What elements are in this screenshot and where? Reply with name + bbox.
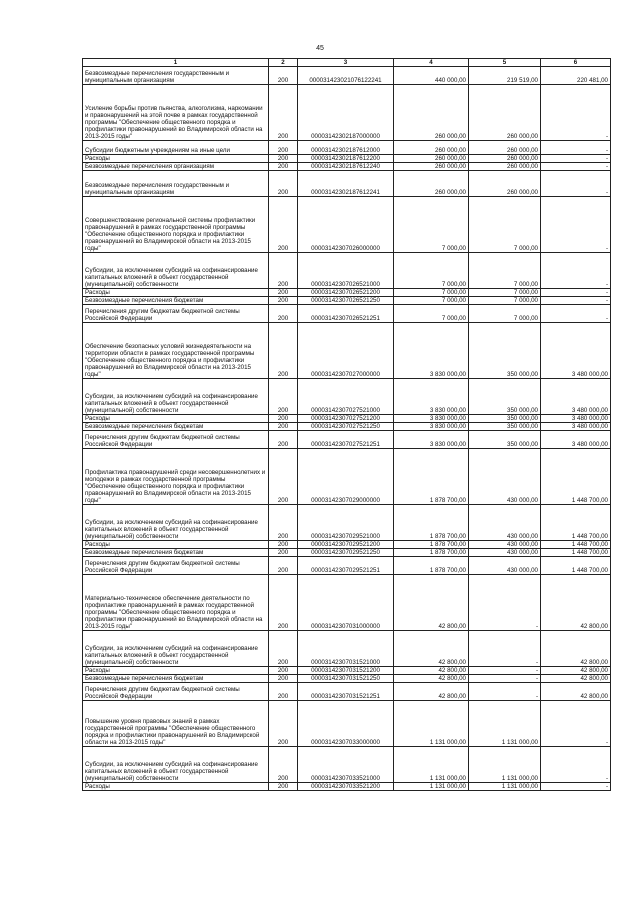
row-classification-cell: 00003142307033521200 — [298, 783, 394, 791]
row-amount-cell: 3 830 000,00 — [394, 423, 469, 431]
row-executed-cell: 430 000,00 — [469, 549, 541, 557]
row-executed-cell: 7 000,00 — [469, 305, 541, 323]
row-classification-cell: 00003142307031521251 — [298, 683, 394, 701]
row-executed-cell: 350 000,00 — [469, 379, 541, 415]
row-remaining-cell: - — [541, 297, 611, 305]
table-row — [83, 557, 611, 575]
row-classification-cell: 00003142307027521251 — [298, 431, 394, 449]
row-code-cell: 200 — [269, 289, 298, 297]
row-remaining-cell: - — [541, 155, 611, 163]
row-amount-cell: 1 131 000,00 — [394, 701, 469, 747]
row-code-cell: 200 — [269, 549, 298, 557]
row-name-cell: Безвозмездные перечисления бюджетам — [83, 549, 269, 557]
table-row — [83, 297, 611, 305]
row-classification-cell: 000031423021076122241 — [298, 67, 394, 85]
row-remaining-cell: - — [541, 747, 611, 783]
row-remaining-cell: 42 800,00 — [541, 683, 611, 701]
row-remaining-cell: 42 800,00 — [541, 631, 611, 667]
table-row — [83, 415, 611, 423]
row-name-cell: Перечисления другим бюджетам бюджетной системы Российской Федерации — [83, 431, 269, 449]
row-remaining-cell: - — [541, 85, 611, 141]
row-remaining-cell: - — [541, 171, 611, 197]
row-name-cell: Субсидии, за исключением субсидий на софинансирование капитальных вложений в объект государственной (муниципальной) собственности — [83, 379, 269, 415]
row-code-cell: 200 — [269, 67, 298, 85]
row-classification-cell: 00003142302187612240 — [298, 163, 394, 171]
row-remaining-cell: - — [541, 701, 611, 747]
row-remaining-cell: 1 448 700,00 — [541, 549, 611, 557]
table-row — [83, 683, 611, 701]
table-row — [83, 289, 611, 297]
row-executed-cell: 260 000,00 — [469, 85, 541, 141]
row-executed-cell: - — [469, 683, 541, 701]
row-executed-cell: 260 000,00 — [469, 163, 541, 171]
row-code-cell: 200 — [269, 747, 298, 783]
row-amount-cell: 3 830 000,00 — [394, 415, 469, 423]
row-name-cell: Перечисления другим бюджетам бюджетной системы Российской Федерации — [83, 305, 269, 323]
row-remaining-cell: 1 448 700,00 — [541, 557, 611, 575]
row-code-cell: 200 — [269, 305, 298, 323]
table-row — [83, 747, 611, 783]
row-code-cell: 200 — [269, 783, 298, 791]
row-amount-cell: 7 000,00 — [394, 297, 469, 305]
row-remaining-cell: 3 480 000,00 — [541, 423, 611, 431]
row-name-cell: Повышение уровня правовых знаний в рамках государственной программы "Обеспечение общественного порядка и профилактики правонарушений во Владимирской области на 2013-2015 годы" — [83, 701, 269, 747]
row-code-cell: 200 — [269, 575, 298, 631]
row-amount-cell: 7 000,00 — [394, 305, 469, 323]
table-row — [83, 675, 611, 683]
row-amount-cell: 1 878 700,00 — [394, 449, 469, 505]
row-code-cell: 200 — [269, 171, 298, 197]
row-remaining-cell: 42 800,00 — [541, 575, 611, 631]
row-remaining-cell: 1 448 700,00 — [541, 505, 611, 541]
row-classification-cell: 00003142307026000000 — [298, 197, 394, 253]
row-amount-cell: 42 800,00 — [394, 683, 469, 701]
row-name-cell: Расходы — [83, 541, 269, 549]
row-remaining-cell: 42 800,00 — [541, 667, 611, 675]
row-amount-cell: 1 878 700,00 — [394, 549, 469, 557]
row-name-cell: Субсидии бюджетным учреждениям на иные цели — [83, 141, 269, 155]
row-amount-cell: 260 000,00 — [394, 85, 469, 141]
row-remaining-cell: - — [541, 197, 611, 253]
row-amount-cell: 42 800,00 — [394, 631, 469, 667]
row-remaining-cell: 1 448 700,00 — [541, 541, 611, 549]
table-row — [83, 423, 611, 431]
row-executed-cell: 260 000,00 — [469, 141, 541, 155]
row-amount-cell: 42 800,00 — [394, 575, 469, 631]
row-name-cell: Обеспечение безопасных условий жизнедеятельности на территории области в рамках государственной программы "Обеспечение общественного порядка и профилактики правонарушений во Владимирской области на 2013-2015 годы" — [83, 323, 269, 379]
row-remaining-cell: 3 480 000,00 — [541, 379, 611, 415]
table-row — [83, 323, 611, 379]
row-code-cell: 200 — [269, 163, 298, 171]
row-name-cell: Безвозмездные перечисления бюджетам — [83, 423, 269, 431]
table-row — [83, 67, 611, 85]
row-classification-cell: 00003142307027000000 — [298, 323, 394, 379]
column-header: 3 — [298, 59, 394, 67]
table-row — [83, 163, 611, 171]
row-name-cell: Субсидии, за исключением субсидий на софинансирование капитальных вложений в объект государственной (муниципальной) собственности — [83, 747, 269, 783]
row-code-cell: 200 — [269, 141, 298, 155]
row-amount-cell: 42 800,00 — [394, 667, 469, 675]
row-classification-cell: 00003142302187612000 — [298, 141, 394, 155]
row-code-cell: 200 — [269, 449, 298, 505]
row-code-cell: 200 — [269, 675, 298, 683]
row-name-cell: Субсидии, за исключением субсидий на софинансирование капитальных вложений в объект государственной (муниципальной) собственности — [83, 631, 269, 667]
row-amount-cell: 260 000,00 — [394, 163, 469, 171]
table-row — [83, 701, 611, 747]
row-code-cell: 200 — [269, 85, 298, 141]
row-amount-cell: 3 830 000,00 — [394, 379, 469, 415]
row-code-cell: 200 — [269, 197, 298, 253]
row-executed-cell: 260 000,00 — [469, 155, 541, 163]
row-code-cell: 200 — [269, 541, 298, 549]
row-classification-cell: 00003142307029521251 — [298, 557, 394, 575]
row-executed-cell: - — [469, 675, 541, 683]
row-amount-cell: 3 830 000,00 — [394, 323, 469, 379]
row-code-cell: 200 — [269, 423, 298, 431]
row-executed-cell: 7 000,00 — [469, 197, 541, 253]
row-name-cell: Субсидии, за исключением субсидий на софинансирование капитальных вложений в объект государственной (муниципальной) собственности — [83, 505, 269, 541]
row-remaining-cell: - — [541, 141, 611, 155]
row-name-cell: Субсидии, за исключением субсидий на софинансирование капитальных вложений в объект государственной (муниципальной) собственности — [83, 253, 269, 289]
row-amount-cell: 1 131 000,00 — [394, 747, 469, 783]
row-executed-cell: 430 000,00 — [469, 449, 541, 505]
row-amount-cell: 3 830 000,00 — [394, 431, 469, 449]
budget-table — [82, 58, 611, 791]
row-name-cell: Расходы — [83, 667, 269, 675]
row-amount-cell: 260 000,00 — [394, 171, 469, 197]
table-row — [83, 631, 611, 667]
row-amount-cell: 1 878 700,00 — [394, 541, 469, 549]
row-classification-cell: 00003142307029521000 — [298, 505, 394, 541]
table-row — [83, 85, 611, 141]
row-executed-cell: 7 000,00 — [469, 297, 541, 305]
row-name-cell: Безвозмездные перечисления организациям — [83, 163, 269, 171]
row-remaining-cell: 3 480 000,00 — [541, 415, 611, 423]
row-name-cell: Усиление борьбы против пьянства, алкоголизма, наркомании и правонарушений на этой почве в рамках государственной программы "Обеспечение общественного порядка и профилактики правонарушений во Владимирской области на 2013-2015 годы" — [83, 85, 269, 141]
row-remaining-cell: - — [541, 289, 611, 297]
row-code-cell: 200 — [269, 155, 298, 163]
row-executed-cell: 430 000,00 — [469, 557, 541, 575]
row-code-cell: 200 — [269, 379, 298, 415]
row-classification-cell: 00003142307029000000 — [298, 449, 394, 505]
table-row — [83, 305, 611, 323]
row-amount-cell: 260 000,00 — [394, 155, 469, 163]
row-code-cell: 200 — [269, 415, 298, 423]
row-name-cell: Безвозмездные перечисления бюджетам — [83, 297, 269, 305]
row-amount-cell: 440 000,00 — [394, 67, 469, 85]
row-remaining-cell: - — [541, 305, 611, 323]
row-remaining-cell: - — [541, 783, 611, 791]
row-name-cell: Расходы — [83, 289, 269, 297]
row-name-cell: Безвозмездные перечисления бюджетам — [83, 675, 269, 683]
row-code-cell: 200 — [269, 557, 298, 575]
row-executed-cell: 1 131 000,00 — [469, 783, 541, 791]
table-row — [83, 171, 611, 197]
row-executed-cell: 350 000,00 — [469, 323, 541, 379]
row-amount-cell: 7 000,00 — [394, 197, 469, 253]
row-amount-cell: 42 800,00 — [394, 675, 469, 683]
row-name-cell: Расходы — [83, 783, 269, 791]
row-amount-cell: 1 131 000,00 — [394, 783, 469, 791]
row-code-cell: 200 — [269, 701, 298, 747]
column-header: 6 — [541, 59, 611, 67]
row-classification-cell: 00003142307031521000 — [298, 631, 394, 667]
row-name-cell: Профилактика правонарушений среди несовершеннолетних и молодежи в рамках государственной программы "Обеспечение общественного порядка и профилактики правонарушений во Владимирской области на 2013-2015 годы" — [83, 449, 269, 505]
row-classification-cell: 00003142307029521250 — [298, 549, 394, 557]
table-row — [83, 449, 611, 505]
row-classification-cell: 00003142307027521000 — [298, 379, 394, 415]
row-classification-cell: 00003142307033000000 — [298, 701, 394, 747]
row-executed-cell: 7 000,00 — [469, 289, 541, 297]
row-amount-cell: 1 878 700,00 — [394, 505, 469, 541]
table-row — [83, 541, 611, 549]
row-executed-cell: - — [469, 667, 541, 675]
table-row — [83, 253, 611, 289]
table-row — [83, 379, 611, 415]
row-classification-cell: 00003142307031000000 — [298, 575, 394, 631]
row-code-cell: 200 — [269, 253, 298, 289]
table-row — [83, 783, 611, 791]
row-amount-cell: 7 000,00 — [394, 289, 469, 297]
row-name-cell: Расходы — [83, 415, 269, 423]
row-classification-cell: 00003142307026521000 — [298, 253, 394, 289]
row-executed-cell: - — [469, 575, 541, 631]
row-classification-cell: 00003142302187000000 — [298, 85, 394, 141]
column-header: 1 — [83, 59, 269, 67]
row-classification-cell: 00003142302187612241 — [298, 171, 394, 197]
column-header: 4 — [394, 59, 469, 67]
row-name-cell: Материально-техническое обеспечение деятельности по профилактике правонарушений в рамках государственной программы "Обеспечение общественного порядка и профилактики правонарушений во Владимирской области на 2013-2015 годы" — [83, 575, 269, 631]
row-remaining-cell: 3 480 000,00 — [541, 431, 611, 449]
page-number: 45 — [316, 45, 324, 52]
row-name-cell: Перечисления другим бюджетам бюджетной системы Российской Федерации — [83, 557, 269, 575]
row-code-cell: 200 — [269, 667, 298, 675]
column-header: 2 — [269, 59, 298, 67]
row-code-cell: 200 — [269, 297, 298, 305]
row-amount-cell: 7 000,00 — [394, 253, 469, 289]
row-executed-cell: - — [469, 631, 541, 667]
row-executed-cell: 7 000,00 — [469, 253, 541, 289]
row-executed-cell: 219 519,00 — [469, 67, 541, 85]
row-executed-cell: 1 131 000,00 — [469, 747, 541, 783]
row-classification-cell: 00003142307027521250 — [298, 423, 394, 431]
row-name-cell: Совершенствование региональной системы профилактики правонарушений в рамках государственной программы "Обеспечение общественного порядка и профилактики правонарушений во Владимирской области на 2013-2015 годы" — [83, 197, 269, 253]
row-executed-cell: 260 000,00 — [469, 171, 541, 197]
table-row — [83, 197, 611, 253]
column-header: 5 — [469, 59, 541, 67]
row-remaining-cell: - — [541, 163, 611, 171]
row-code-cell: 200 — [269, 431, 298, 449]
table-row — [83, 575, 611, 631]
row-amount-cell: 1 878 700,00 — [394, 557, 469, 575]
row-classification-cell: 00003142307033521000 — [298, 747, 394, 783]
row-classification-cell: 00003142307031521200 — [298, 667, 394, 675]
row-code-cell: 200 — [269, 683, 298, 701]
row-amount-cell: 260 000,00 — [394, 141, 469, 155]
table-row — [83, 549, 611, 557]
row-executed-cell: 350 000,00 — [469, 415, 541, 423]
row-executed-cell: 350 000,00 — [469, 431, 541, 449]
row-classification-cell: 00003142302187612200 — [298, 155, 394, 163]
table-row — [83, 155, 611, 163]
row-name-cell: Безвозмездные перечисления государственным и муниципальным организациям — [83, 67, 269, 85]
row-executed-cell: 430 000,00 — [469, 541, 541, 549]
row-classification-cell: 00003142307026521251 — [298, 305, 394, 323]
row-classification-cell: 00003142307031521250 — [298, 675, 394, 683]
row-executed-cell: 1 131 000,00 — [469, 701, 541, 747]
row-executed-cell: 430 000,00 — [469, 505, 541, 541]
row-name-cell: Перечисления другим бюджетам бюджетной системы Российской Федерации — [83, 683, 269, 701]
row-classification-cell: 00003142307026521250 — [298, 297, 394, 305]
row-remaining-cell: 1 448 700,00 — [541, 449, 611, 505]
row-classification-cell: 00003142307029521200 — [298, 541, 394, 549]
table-row — [83, 505, 611, 541]
row-code-cell: 200 — [269, 631, 298, 667]
row-name-cell: Расходы — [83, 155, 269, 163]
row-classification-cell: 00003142307027521200 — [298, 415, 394, 423]
row-remaining-cell: 42 800,00 — [541, 675, 611, 683]
row-remaining-cell: - — [541, 253, 611, 289]
row-name-cell: Безвозмездные перечисления государственным и муниципальным организациям — [83, 171, 269, 197]
row-code-cell: 200 — [269, 323, 298, 379]
table-row — [83, 667, 611, 675]
row-code-cell: 200 — [269, 505, 298, 541]
table-row — [83, 141, 611, 155]
row-classification-cell: 00003142307026521200 — [298, 289, 394, 297]
row-executed-cell: 350 000,00 — [469, 423, 541, 431]
row-remaining-cell: 220 481,00 — [541, 67, 611, 85]
table-row — [83, 431, 611, 449]
table-header-row — [83, 59, 611, 67]
row-remaining-cell: 3 480 000,00 — [541, 323, 611, 379]
